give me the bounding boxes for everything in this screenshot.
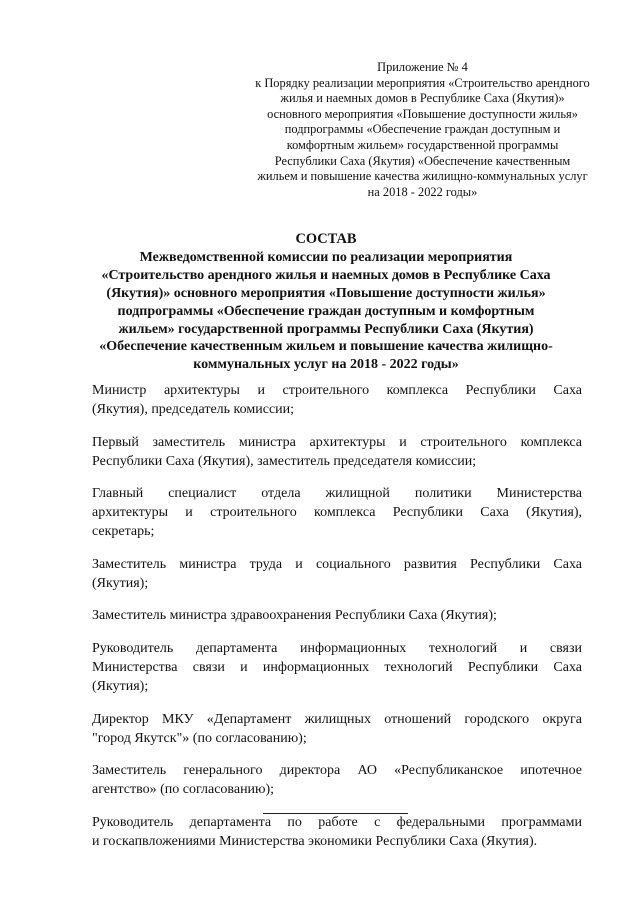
- member-item: [92, 639, 582, 696]
- member-line: Директор МКУ «Департамент жилищных отношений городского округа: [92, 711, 582, 727]
- title-line: Межведомственной комиссии по реализации мероприятия: [139, 249, 513, 265]
- document-title: [60, 231, 592, 374]
- member-item: [92, 813, 582, 851]
- member-item: [92, 433, 582, 471]
- member-line: Заместитель министра труда и социального развития Республики Саха: [92, 556, 582, 572]
- title-line: подпрограммы «Обеспечение граждан доступным и комфортным: [117, 303, 535, 319]
- member-line: (Якутия);: [92, 575, 149, 591]
- title-heading: СОСТАВ: [295, 231, 357, 247]
- member-item: [92, 606, 582, 625]
- member-line: (Якутия);: [92, 678, 149, 694]
- member-line: "город Якутск"» (по согласованию);: [92, 730, 307, 746]
- appendix-line: Приложение № 4: [377, 60, 468, 74]
- member-item: [92, 555, 582, 593]
- member-line: Главный специалист отдела жилищной политики Министерства: [92, 486, 582, 502]
- appendix-line: на 2018 - 2022 годы»: [367, 184, 478, 199]
- member-line: Министерства связи и информационных технологий Республики Саха: [92, 659, 582, 675]
- member-list: [92, 381, 582, 864]
- member-line: архитектуры и строительного комплекса Республики Саха (Якутия),: [92, 505, 582, 521]
- member-line: агентство» (по согласованию);: [92, 782, 275, 798]
- title-line: (Якутия)» основного мероприятия «Повышение доступности жилья»: [106, 285, 546, 301]
- member-item: [92, 761, 582, 799]
- title-line: «Строительство арендного жилья и наемных домов в Республике Саха: [101, 267, 551, 283]
- member-item: [92, 381, 582, 419]
- member-item: [92, 710, 582, 748]
- title-line: жильем» государственной программы Республики Саха (Якутия): [118, 321, 534, 337]
- member-line: Руководитель департамента по работе с федеральными программами: [92, 814, 582, 830]
- appendix-line: к Порядку реализации мероприятия «Строительство арендного: [255, 75, 590, 90]
- member-line: (Якутия), председатель комиссии;: [92, 402, 295, 417]
- appendix-line: жильем и повышение качества жилищно-коммунальных услуг: [257, 169, 588, 184]
- member-line: и госкапвложениями Министерства экономики Республики Саха (Якутия).: [92, 833, 538, 849]
- title-line: коммунальных услуг на 2018 - 2022 годы»: [193, 357, 459, 373]
- member-line: Заместитель генерального директора АО «Республиканское ипотечное: [92, 763, 582, 779]
- closing-rule: [263, 813, 408, 814]
- appendix-line: подпрограммы «Обеспечение граждан доступным и: [284, 122, 561, 137]
- member-line: Заместитель министра здравоохранения Республики Саха (Якутия);: [92, 608, 497, 624]
- appendix-line: комфортным жильем» государственной программы: [286, 137, 559, 152]
- member-line: Республики Саха (Якутия), заместитель председателя комиссии;: [92, 453, 477, 469]
- member-line: секретарь;: [92, 524, 155, 540]
- member-item: [92, 484, 582, 541]
- member-line: Министр архитектуры и строительного комплекса Республики Саха: [92, 383, 582, 398]
- appendix-line: Республики Саха (Якутия) «Обеспечение качественным: [274, 153, 571, 168]
- member-line: Руководитель департамента информационных технологий и связи: [92, 640, 582, 656]
- appendix-note: [240, 60, 605, 200]
- appendix-line: жилья и наемных домов в Республике Саха (Якутия)»: [280, 91, 565, 106]
- title-line: «Обеспечение качественным жильем и повышение качества жилищно-: [99, 339, 553, 355]
- member-line: Первый заместитель министра архитектуры и строительного комплекса: [92, 434, 582, 450]
- appendix-line: основного мероприятия «Повышение доступности жилья»: [267, 106, 578, 121]
